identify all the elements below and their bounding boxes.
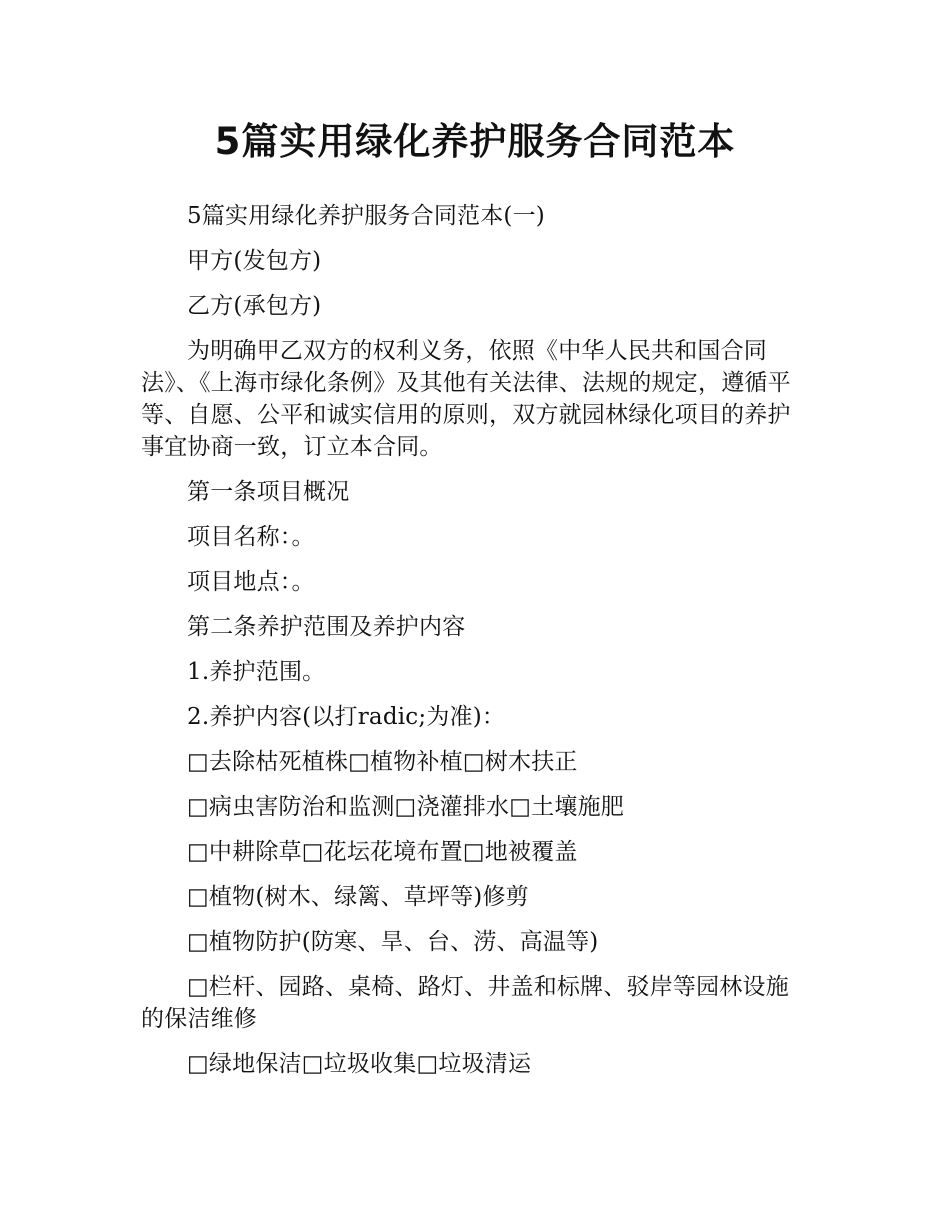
project-location-line: 项目地点：。 [187, 569, 315, 595]
maintenance-content-line: 2.养护内容(以打radic;为准)： [187, 704, 506, 730]
document-title: 5篇实用绿化养护服务合同范本 [214, 120, 736, 163]
checkbox-item-line: □病虫害防治和监测□浇灌排水□土壤施肥 [187, 794, 624, 820]
party-a-line: 甲方(发包方) [187, 248, 322, 274]
document-body [141, 200, 811, 1093]
project-name-line: 项目名称：。 [187, 524, 315, 550]
checkbox-item-line: □中耕除草□花坛花境布置□地被覆盖 [187, 839, 578, 865]
party-b-line: 乙方(承包方) [187, 293, 322, 319]
preamble-paragraph: 为明确甲乙双方的权利义务，依照《中华人民共和国合同法》、《上海市绿化条例》及其他有关法律、法规的规定，遵循平等、自愿、公平和诚实信用的原则，双方就园林绿化项目的养护事宜协商一致，订立本合同。 [141, 338, 791, 460]
maintenance-scope-line: 1.养护范围。 [187, 659, 326, 685]
checkbox-item-line: □植物(树木、绿篱、草坪等)修剪 [187, 884, 529, 910]
article-2-heading: 第二条养护范围及养护内容 [187, 614, 466, 640]
checkbox-item-line: □去除枯死植株□植物补植□树木扶正 [187, 749, 578, 775]
checkbox-item-line: □栏杆、园路、桌椅、路灯、井盖和标牌、驳岸等园林设施的保洁维修 [141, 974, 789, 1032]
checkbox-item-line: □植物防护(防寒、旱、台、涝、高温等) [187, 929, 599, 955]
contract-subtitle: 5篇实用绿化养护服务合同范本(一) [187, 203, 545, 229]
article-1-heading: 第一条项目概况 [187, 479, 350, 505]
checkbox-item-line: □绿地保洁□垃圾收集□垃圾清运 [187, 1051, 532, 1077]
